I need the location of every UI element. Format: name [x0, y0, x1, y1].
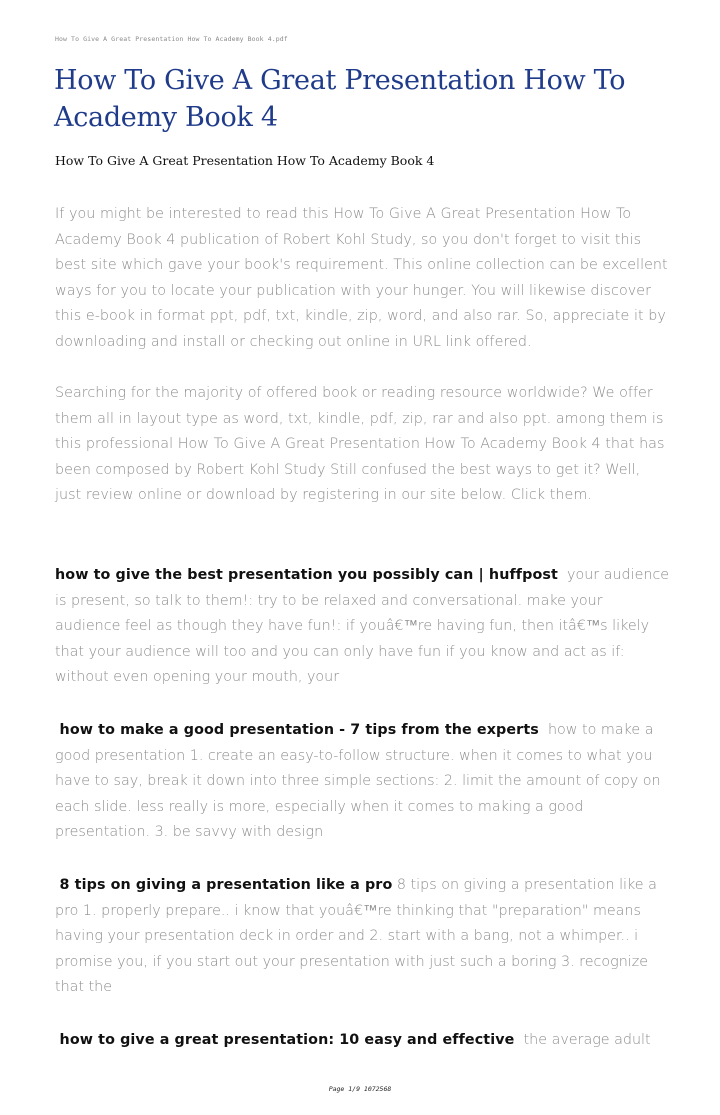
article-section-4 — [55, 1028, 670, 1054]
article-section-3 — [55, 873, 670, 1001]
intro-paragraph-1: If you might be interested to read this How To Give A Great Presentation How To Academy Book 4 publication of Robert Kohl Study, so you don't forget to visit this best site which gave your book's requirement. This online collection can be excellent ways for you to locate your publication with your hunger. You will likewise discover this e-book in format ppt, pdf, txt, kindle, zip, word, and also rar. So, appreciate it by downloading and install or checking out online in URL link offered. — [55, 206, 668, 350]
section-heading: how to give the best presentation you possibly can | huffpost — [55, 567, 558, 583]
section-text: 8 tips on giving a presentation like a pro 1. properly prepare.. i know that youâ€™re thinking that "preparation" means having your presentation deck in order and 2. start with a bang, not a whimper.. i promise you, if you start out your presentation with just such a boring 3. recognize that the — [55, 877, 657, 995]
intro-paragraph-2: Searching for the majority of offered book or reading resource worldwide? We offer them all in layout type as word, txt, kindle, pdf, zip, rar and also ppt. among them is this professional How To Give A Great Presentation How To Academy Book 4 that has been composed by Robert Kohl Study Still confused the best ways to get it? Well, just review online or download by registering in our site below. Click them. — [55, 385, 665, 503]
article-section-1 — [55, 563, 670, 691]
section-heading: 8 tips on giving a presentation like a pro — [59, 877, 393, 893]
section-heading: how to give a great presentation: 10 easy and effective — [59, 1032, 515, 1048]
page-footer: Page 1/9 1072568 — [328, 1085, 392, 1093]
section-heading: how to make a good presentation - 7 tips from the experts — [59, 722, 539, 738]
section-text: the average adult — [523, 1032, 651, 1048]
document-title: How To Give A Great Presentation How To Academy Book 4 — [54, 65, 626, 133]
article-section-2 — [55, 718, 670, 846]
section-text: how to make a good presentation 1. create an easy-to-follow structure. when it comes to what you have to say, break it down into three simple sections: 2. limit the amount of copy on each slide. less really is more, especially when it comes to making a good presentation. 3. be savvy with design — [55, 722, 661, 840]
section-text: your audience is present, so talk to them!: try to be relaxed and conversational. make your audience feel as though they have fun!: if youâ€™re having fun, then itâ€™s likely that your audience will too and you can only have fun if you know and act as if: without even opening your mouth, your — [55, 567, 670, 685]
document-subtitle: How To Give A Great Presentation How To Academy Book 4 — [55, 153, 435, 168]
running-header: How To Give A Great Presentation How To Academy Book 4.pdf — [55, 35, 288, 43]
